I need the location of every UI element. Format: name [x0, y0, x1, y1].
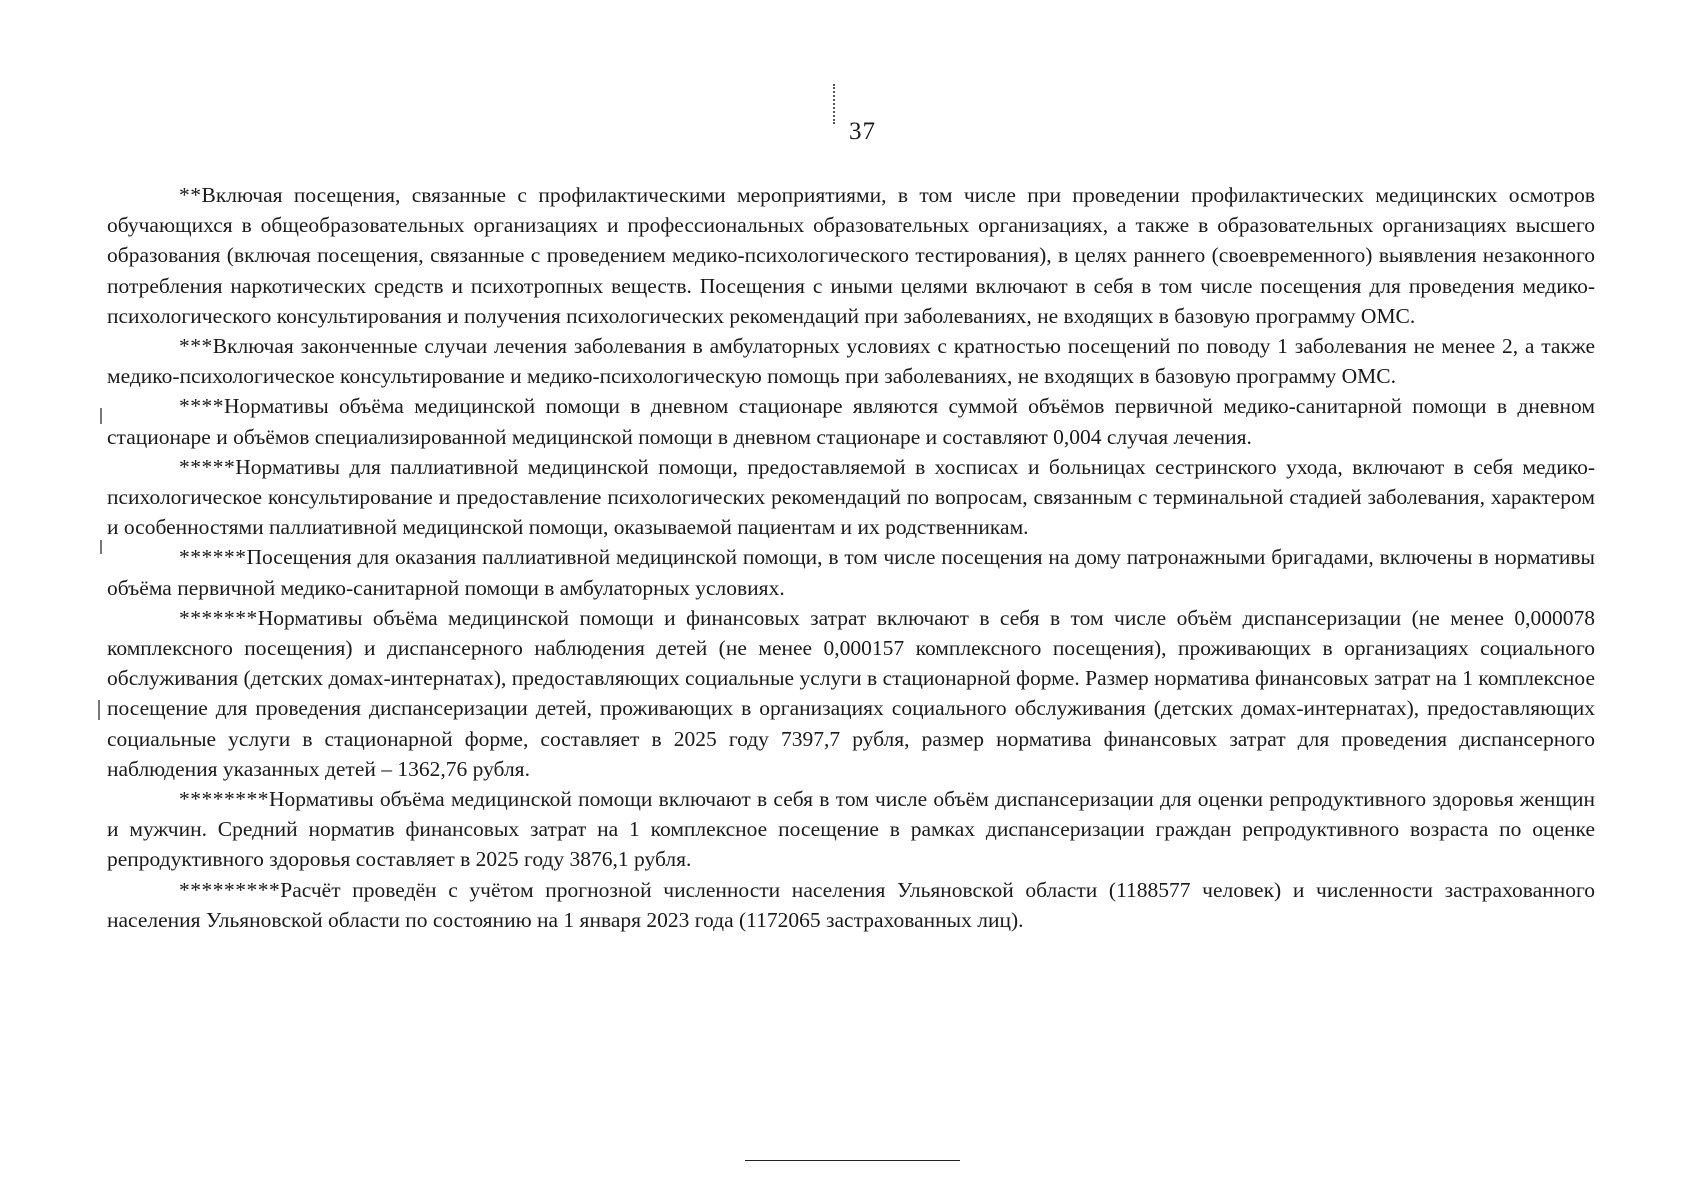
- footnote-1: [107, 180, 1595, 331]
- end-of-document-rule: [745, 1160, 960, 1161]
- footnote-mark: *****: [179, 454, 236, 479]
- footnotes-section: [107, 180, 1595, 935]
- footnote-mark: ******: [179, 545, 247, 570]
- footnote-text: Нормативы объёма медицинской помощи в дневном стационаре являются суммой объёмов первичной медико-санитарной помощи в дневном стационаре и объёмов специализированной медицинской помощи в дневном стационаре и составляют 0,004 случая лечения.: [107, 394, 1595, 449]
- footnote-mark: *********: [179, 877, 281, 902]
- footnote-5: [107, 542, 1595, 602]
- footnote-text: Расчёт проведён с учётом прогнозной численности населения Ульяновской области (1188577 человек) и численности застрахованного населения Ульяновской области по состоянию на 1 января 2023 года (1172065 застрахованных лиц).: [107, 877, 1595, 932]
- footnote-text: Включая законченные случаи лечения заболевания в амбулаторных условиях с кратностью посещений по поводу 1 заболевания не менее 2, а также медико-психологическое консультирование и медико-психологическую помощь при заболеваниях, не входящих в базовую программу ОМС.: [107, 334, 1595, 389]
- footnote-6: [107, 603, 1595, 784]
- footnote-4: [107, 452, 1595, 543]
- footnote-mark: ****: [179, 394, 224, 419]
- footnote-7: [107, 784, 1595, 875]
- footnote-text: Нормативы для паллиативной медицинской помощи, предоставляемой в хосписах и больницах сестринского ухода, включают в себя медико-психологическое консультирование и предоставление психологических рекомендаций по вопросам, связанным с терминальной стадией заболевания, характером и особенностями паллиативной медицинской помощи, оказываемой пациентам и их родственникам.: [107, 454, 1595, 540]
- scan-margin-mark: [100, 408, 102, 424]
- scan-margin-mark: [100, 540, 102, 554]
- footnote-text: Нормативы объёма медицинской помощи включают в себя в том числе объём диспансеризации для оценки репродуктивного здоровья женщин и мужчин. Средний норматив финансовых затрат на 1 комплексное посещение в рамках диспансеризации граждан репродуктивного возраста по оценке репродуктивного здоровья составляет в 2025 году 3876,1 рубля.: [107, 787, 1595, 872]
- footnote-3: [107, 391, 1595, 451]
- footnote-mark: ***: [179, 334, 213, 359]
- footnote-2: [107, 331, 1595, 391]
- footnote-mark: *******: [179, 605, 258, 630]
- footnote-mark: **: [179, 183, 202, 207]
- footnote-text: Нормативы объёма медицинской помощи и финансовых затрат включают в себя в том числе объём диспансеризации (не менее 0,000078 комплексного посещения) и диспансерного наблюдения детей (не менее 0,000157 комплексного посещения), проживающих в организациях социального обслуживания (детских домах-интернатах), предоставляющих социальные услуги в стационарной форме. Размер норматива финансовых затрат на 1 комплексное посещение для проведения диспансеризации детей, проживающих в организациях социального обслуживания (детских домах-интернатах), предоставляющих социальные услуги в стационарной форме, составляет в 2025 году 7397,7 рубля, размер норматива финансовых затрат для проведения диспансерного наблюдения указанных детей – 1362,76 рубля.: [107, 605, 1595, 781]
- scan-margin-mark: [98, 700, 100, 720]
- page-number-text: 37: [849, 118, 876, 145]
- footnote-mark: ********: [179, 787, 269, 812]
- footnote-text: Посещения для оказания паллиативной медицинской помощи, в том числе посещения на дому патронажными бригадами, включены в нормативы объёма первичной медико-санитарной помощи в амбулаторных условиях.: [107, 545, 1595, 600]
- footnote-text: Включая посещения, связанные с профилактическими мероприятиями, в том числе при проведении профилактических медицинских осмотров обучающихся в общеобразовательных организациях и профессиональных образовательных организациях, а также в образовательных организациях высшего образования (включая посещения, связанные с проведением медико-психологического тестирования), в целях раннего (своевременного) выявления незаконного потребления наркотических средств и психотропных веществ. Посещения с иными целями включают в себя в том числе посещения для проведения медико-психологического консультирования и получения психологических рекомендаций при заболеваниях, не входящих в базовую программу ОМС.: [107, 183, 1595, 328]
- footnote-8: [107, 875, 1595, 935]
- page-number: [0, 118, 1699, 146]
